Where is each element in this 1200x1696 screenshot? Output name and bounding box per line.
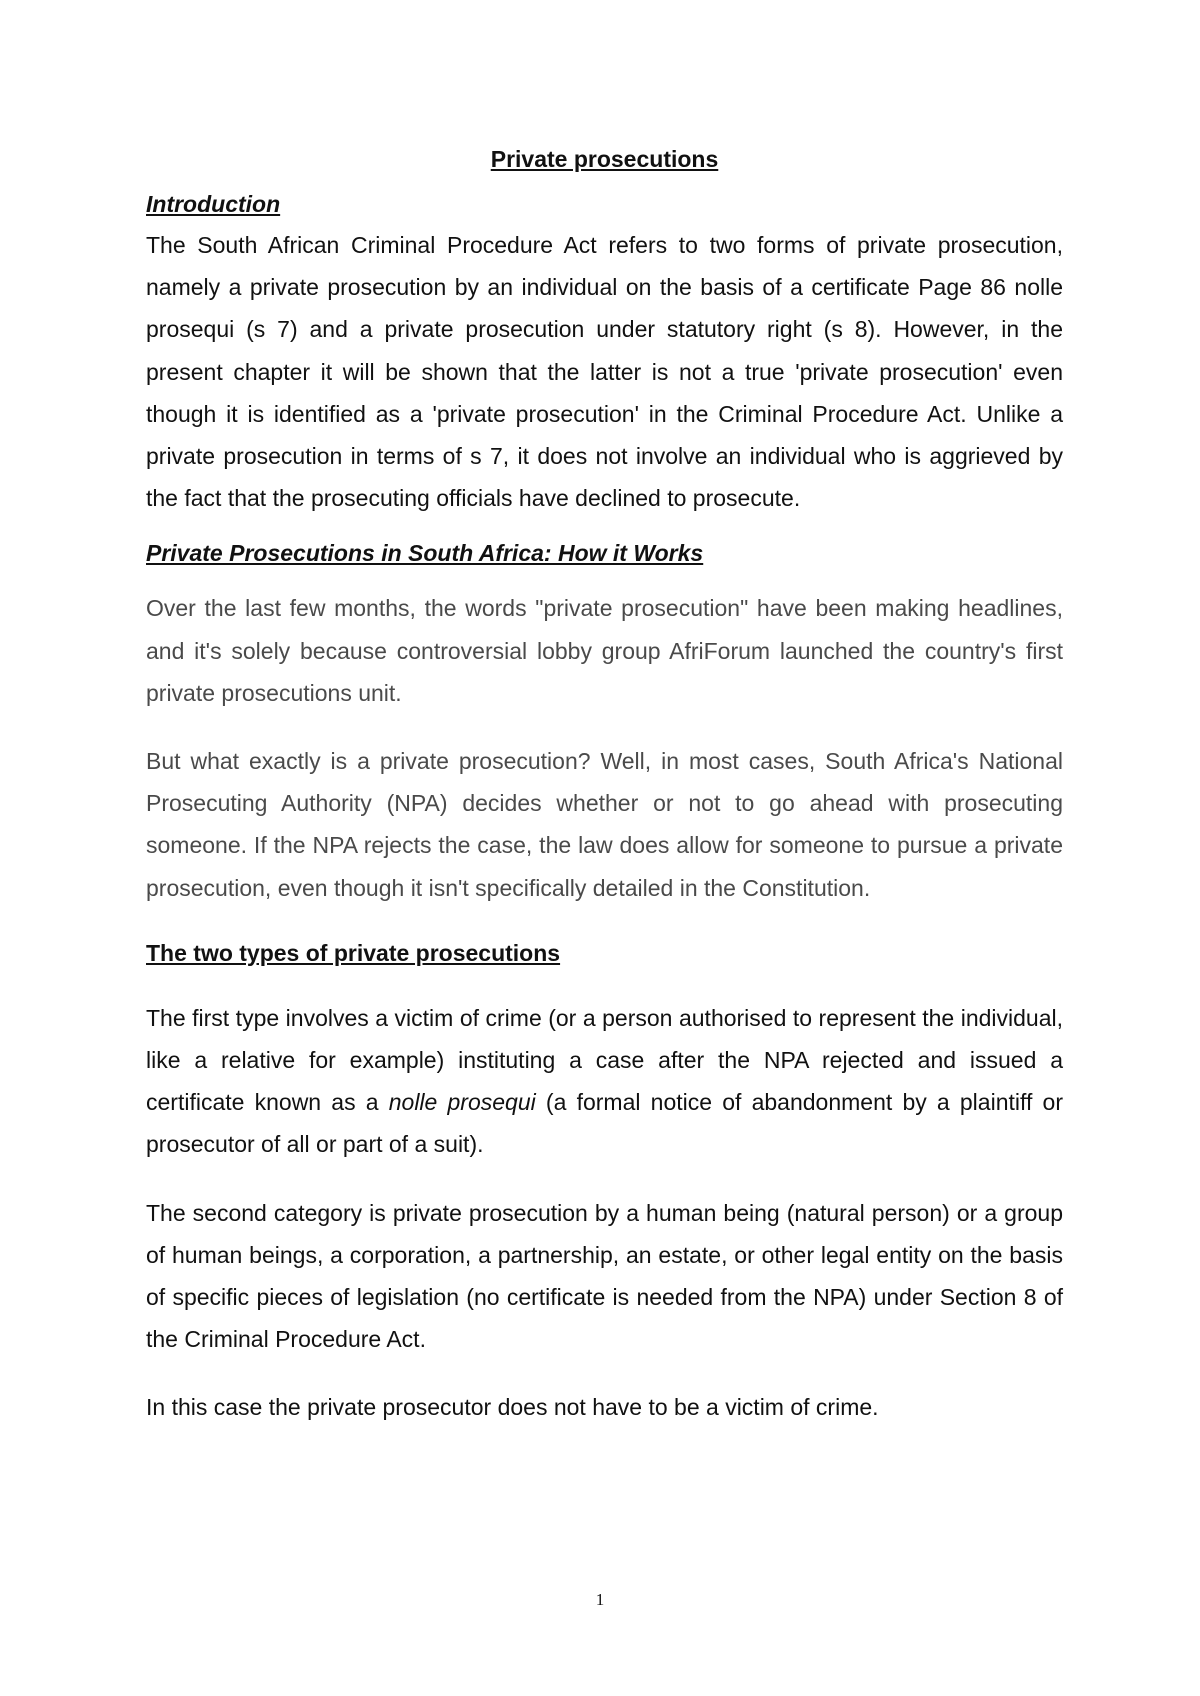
- nolle-prosequi-term: nolle prosequi: [388, 1089, 536, 1116]
- document-page: [146, 140, 1063, 1429]
- two-types-paragraph-2: The second category is private prosecution by a human being (natural person) or a group of human beings, a corporation, a partnership, an estate, or other legal entity on the basis of specific pieces of legislation (no certificate is needed from the NPA) under Section 8 of the Criminal Procedure Act.: [146, 1199, 1063, 1353]
- introduction-heading: Introduction: [146, 191, 281, 217]
- two-types-paragraph-3: In this case the private prosecutor does not have to be a victim of crime.: [146, 1394, 879, 1421]
- two-types-heading: The two types of private prosecutions: [146, 939, 561, 966]
- two-types-paragraph-1-start: The first type involves a victim of crime (or a person authorised to represent the individual, like a relative for example) instituting a case after the NPA rejected and issued a certificate known as a: [146, 1004, 1063, 1116]
- document-title: Private prosecutions: [490, 146, 719, 172]
- how-it-works-paragraph-1: Over the last few months, the words "private prosecution" have been making headlines, and it's solely because controversial lobby group AfriForum launched the country's first private prosecutions unit.: [146, 595, 1063, 706]
- how-it-works-paragraph-2: But what exactly is a private prosecution? Well, in most cases, South Africa's National Prosecuting Authority (NPA) decides whether or not to go ahead with prosecuting someone. If the NPA rejects the case, the law does allow for someone to pursue a private prosecution, even though it isn't specifically detailed in the Constitution.: [146, 748, 1063, 901]
- introduction-paragraph: The South African Criminal Procedure Act refers to two forms of private prosecution, namely a private prosecution by an individual on the basis of a certificate Page 86 nolle prosequi (s 7) and a private prosecution under statutory right (s 8). However, in the present chapter it will be shown that the latter is not a true 'private prosecution' even though it is identified as a 'private prosecution' in the Criminal Procedure Act. Unlike a private prosecution in terms of s 7, it does not involve an individual who is aggrieved by the fact that the prosecuting officials have declined to prosecute.: [146, 232, 1063, 512]
- page-number: 1: [595, 1590, 605, 1609]
- how-it-works-heading: Private Prosecutions in South Africa: How it Works: [146, 540, 704, 567]
- two-types-paragraph-1-end: (a formal notice of abandonment by a plaintiff or prosecutor of all or part of a suit).: [146, 1089, 1063, 1158]
- two-types-paragraph-1: [146, 997, 1063, 1166]
